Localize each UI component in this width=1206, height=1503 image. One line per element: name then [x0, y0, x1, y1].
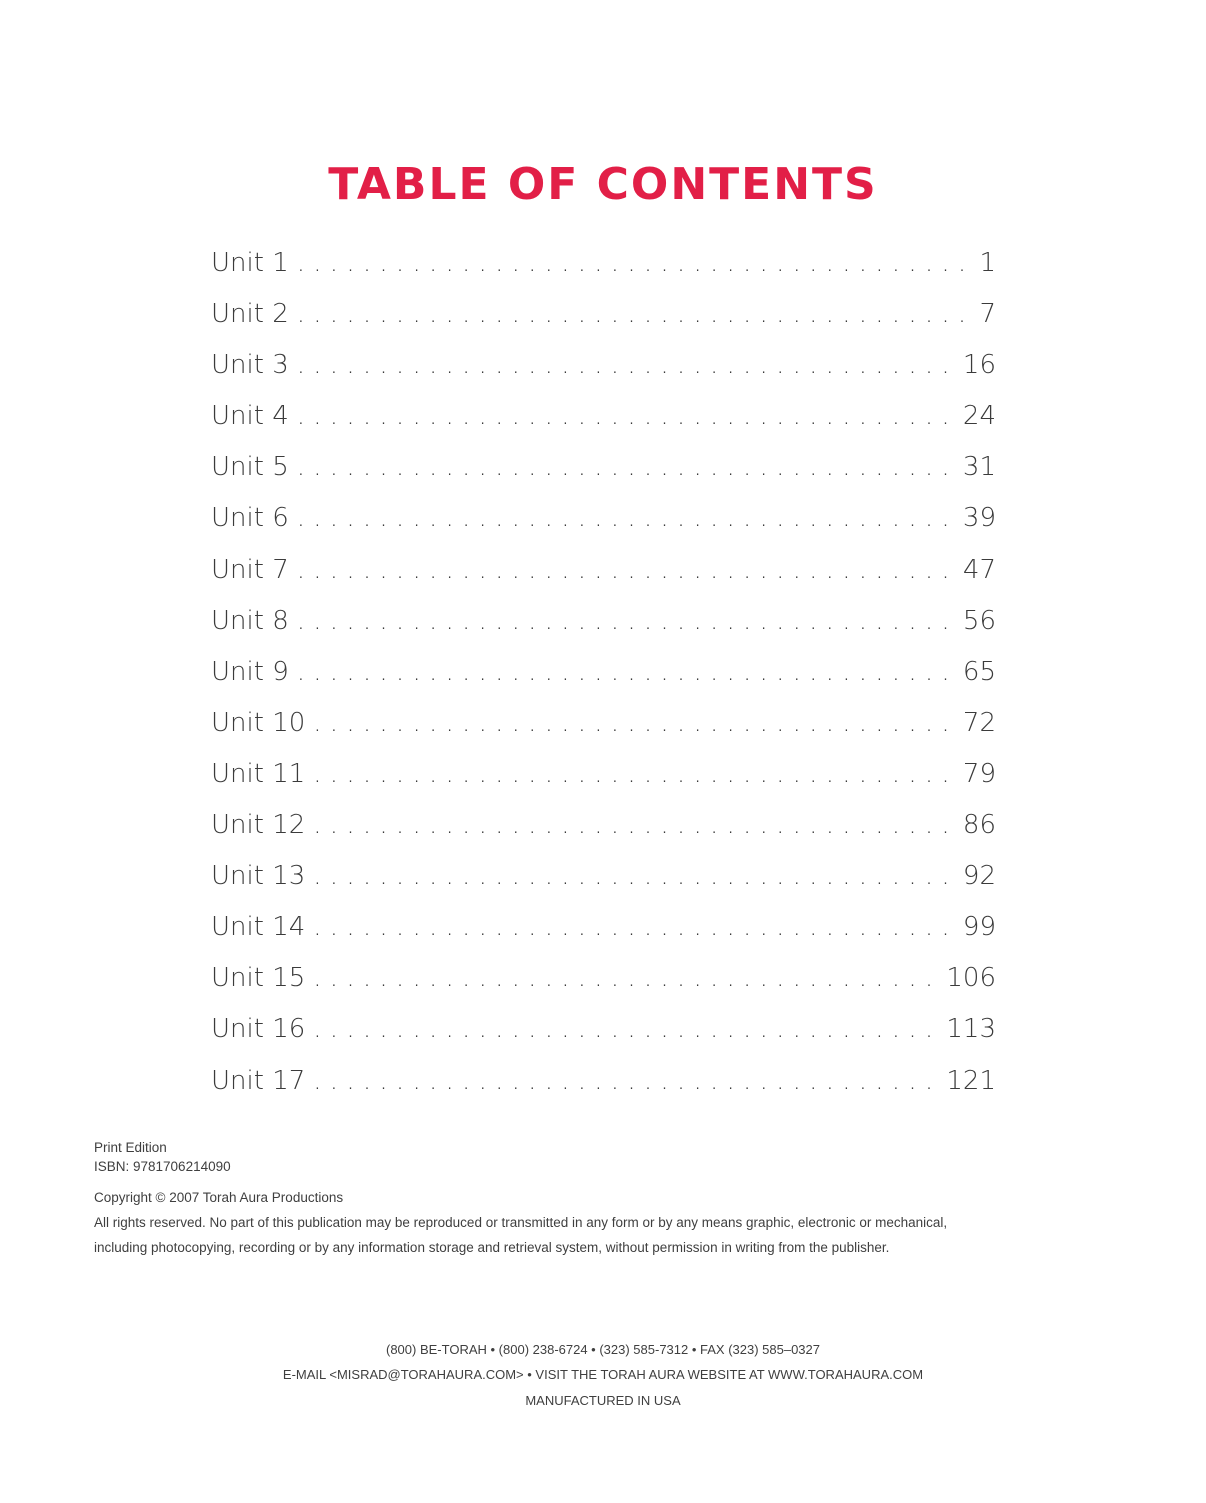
rights-text: All rights reserved. No part of this publication may be reproduced or transmitted in any form or by any means graphic, electronic or mechanical, including photocopying, recording or by any information storage and retrieval system, without permission in writing from the publisher.	[94, 1215, 948, 1255]
toc-row[interactable]	[211, 800, 996, 851]
page-title: TABLE OF CONTENTS	[328, 159, 878, 210]
dot-leader	[313, 1004, 942, 1055]
toc-page-number: 24	[962, 401, 996, 432]
toc-unit-label: Unit 13	[211, 861, 306, 892]
toc-page-number: 47	[962, 554, 996, 585]
toc-row[interactable]	[211, 851, 996, 902]
dot-leader	[313, 800, 959, 851]
dot-leader	[297, 647, 959, 698]
toc-unit-label: Unit 15	[211, 963, 306, 994]
toc-row[interactable]	[211, 749, 996, 800]
toc-row[interactable]	[211, 596, 996, 647]
toc-page-number: 86	[962, 810, 996, 841]
toc-unit-label: Unit 12	[211, 810, 306, 841]
toc-unit-label: Unit 14	[211, 912, 306, 943]
toc-row[interactable]	[211, 289, 996, 340]
dot-leader	[313, 749, 959, 800]
toc-row[interactable]	[211, 340, 996, 391]
toc-unit-label: Unit 16	[211, 1014, 306, 1045]
edition-text: Print Edition	[94, 1140, 167, 1155]
toc-row[interactable]	[211, 442, 996, 493]
footer-made: MANUFACTURED IN USA	[525, 1393, 681, 1408]
toc-row[interactable]	[211, 391, 996, 442]
copyright-text: Copyright © 2007 Torah Aura Productions	[94, 1190, 344, 1205]
footer-phones: (800) BE-TORAH • (800) 238-6724 • (323) 585-7312 • FAX (323) 585–0327	[386, 1342, 820, 1357]
print-info	[94, 1135, 974, 1179]
toc-unit-label: Unit 11	[211, 758, 306, 789]
toc-page-number: 79	[962, 758, 996, 789]
footer-web: E-MAIL <MISRAD@TORAHAURA.COM> • VISIT THE TORAH AURA WEBSITE AT WWW.TORAHAURA.COM	[282, 1367, 924, 1382]
toc-page-number: 7	[979, 299, 996, 330]
toc-unit-label: Unit 17	[211, 1065, 306, 1096]
dot-leader	[313, 953, 942, 1004]
toc-row[interactable]	[211, 902, 996, 953]
toc-row[interactable]	[211, 953, 996, 1004]
dot-leader	[297, 493, 959, 544]
dot-leader	[297, 238, 976, 289]
toc-page-number: 16	[962, 350, 996, 381]
toc-row[interactable]	[211, 1004, 996, 1055]
dot-leader	[297, 340, 959, 391]
toc-page-number: 113	[946, 1014, 996, 1045]
copyright-block	[94, 1185, 974, 1260]
dot-leader	[297, 391, 959, 442]
toc-page-number: 39	[962, 503, 996, 534]
dot-leader	[313, 902, 959, 953]
dot-leader	[313, 1056, 942, 1107]
toc-row[interactable]	[211, 493, 996, 544]
toc-row[interactable]	[211, 647, 996, 698]
toc-row[interactable]	[211, 698, 996, 749]
toc-page-number: 92	[962, 861, 996, 892]
toc-page-number: 65	[962, 656, 996, 687]
toc-page-number: 1	[979, 248, 996, 278]
toc-row[interactable]	[211, 238, 996, 289]
toc-page-number: 56	[962, 605, 996, 636]
toc-page-number: 72	[962, 707, 996, 738]
toc-list	[211, 238, 996, 1107]
toc-page-number: 31	[962, 452, 996, 483]
toc-unit-label: Unit 5	[211, 452, 289, 483]
dot-leader	[297, 545, 959, 596]
toc-unit-label: Unit 3	[211, 350, 289, 381]
toc-unit-label: Unit 8	[211, 605, 289, 636]
toc-unit-label: Unit 1	[211, 248, 289, 278]
toc-unit-label: Unit 10	[211, 707, 306, 738]
toc-page-number: 121	[946, 1065, 996, 1096]
toc-unit-label: Unit 4	[211, 401, 289, 432]
toc-row[interactable]	[211, 1056, 996, 1107]
isbn-text: ISBN: 9781706214090	[94, 1159, 231, 1174]
dot-leader	[297, 596, 959, 647]
dot-leader	[297, 442, 959, 493]
toc-page-number: 99	[962, 912, 996, 943]
dot-leader	[313, 851, 959, 902]
toc-unit-label: Unit 2	[211, 299, 289, 330]
toc-unit-label: Unit 6	[211, 503, 289, 534]
dot-leader	[313, 698, 959, 749]
toc-page-number: 106	[946, 963, 996, 994]
toc-row[interactable]	[211, 545, 996, 596]
dot-leader	[297, 289, 976, 340]
toc-unit-label: Unit 7	[211, 554, 289, 585]
toc-unit-label: Unit 9	[211, 656, 289, 687]
